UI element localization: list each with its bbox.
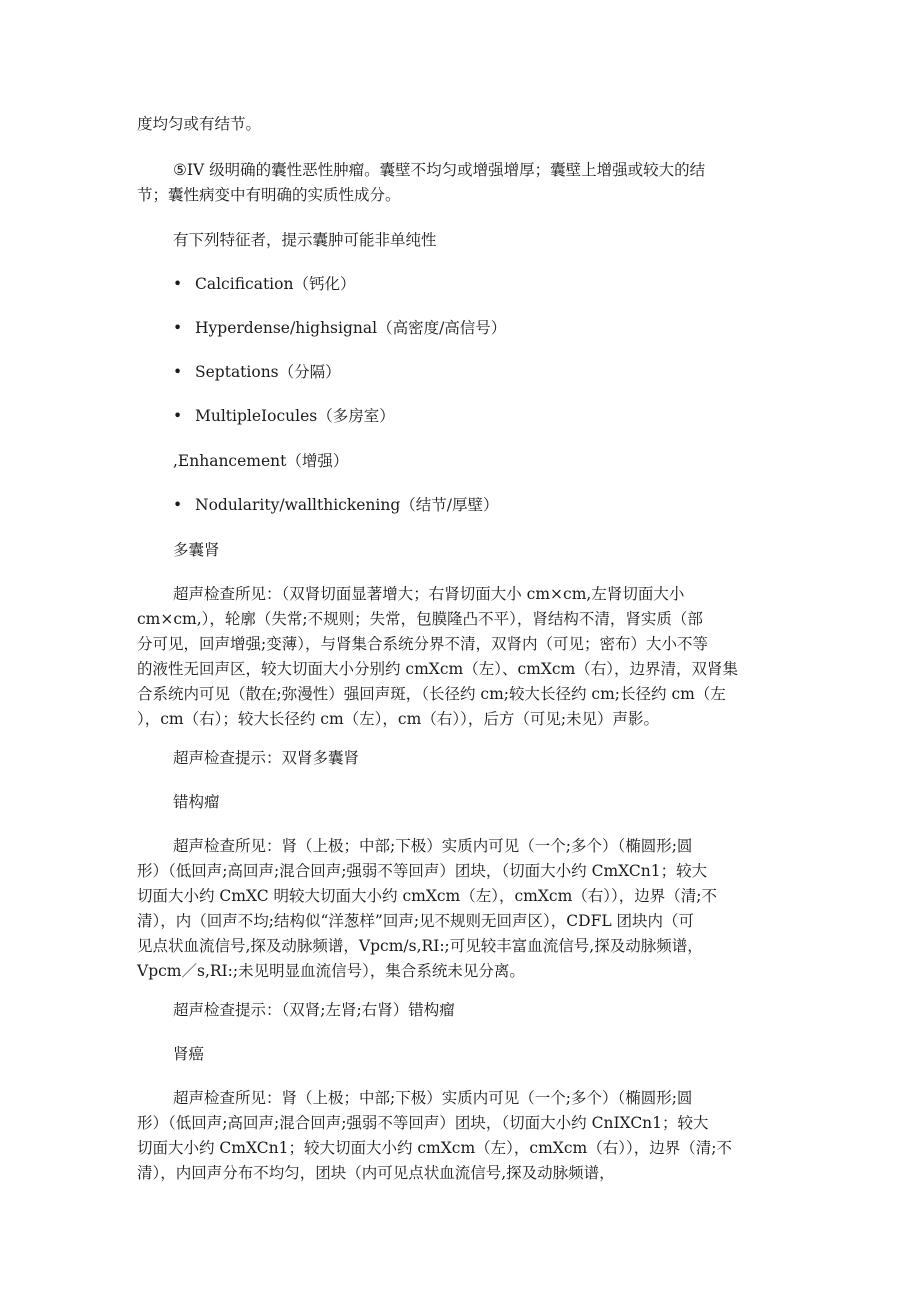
text-line: 超声检查所见：肾（上极；中部;下极）实质内可见（一个;多个）（椭圆形;圆: [173, 837, 693, 855]
bullet-icon: •: [173, 496, 183, 514]
bullet-icon: •: [173, 363, 183, 381]
paragraph-aml-findings: [137, 834, 777, 984]
pkd-conclusion: 超声检查提示：双肾多囊肾: [173, 749, 360, 767]
text-line: 形）（低回声;高回声;混合回声;强弱不等回声）团块，（切面大小约 CmXCn1；较大: [137, 862, 708, 880]
text-line: ⑤IV 级明确的囊性恶性肿瘤。囊壁不均匀或增强增厚；囊壁上增强或较大的结: [173, 161, 706, 179]
bullet-icon: •: [173, 319, 183, 337]
text-line: ），cm（右）；较大长径约 cm（左），cm（右）），后方（可见;未见）声影。: [137, 710, 660, 728]
text-line: 见点状血流信号,探及动脉频谱，Vpcm/s,RI:;可见较丰富血流信号,探及动脉频谱，: [137, 937, 703, 955]
text-line: 超声检查所见：（双肾切面显著增大；右肾切面大小 cm×cm,左肾切面大小: [173, 585, 685, 603]
text-line: 的液性无回声区，较大切面大小分别约 cmXcm（左）、cmXcm（右），边界清，双肾集: [137, 660, 739, 678]
bullet-text: Septations（分隔）: [195, 363, 341, 381]
bullet-item: [137, 272, 777, 297]
bullet-text: Nodularity/wallthickening（结节/厚壁）: [195, 496, 499, 514]
bullet-icon: •: [173, 407, 183, 425]
section-heading-pkd: 多囊肾: [173, 541, 220, 559]
text-line: 清），内回声分布不均匀，团块（内可见点状血流信号,探及动脉频谱，: [137, 1164, 615, 1182]
bullet-item: [137, 404, 777, 429]
bullet-text: ,Enhancement（增强）: [173, 452, 349, 470]
text-line: 切面大小约 CmXC 明较大切面大小约 cmXcm（左），cmXcm（右）），边界（清;不: [137, 887, 718, 905]
bullet-item: [137, 316, 777, 341]
paragraph-continuation: 度均匀或有结节。: [137, 115, 262, 133]
bullet-text: Calcification（钙化）: [195, 275, 356, 293]
text-line: 超声检查所见：肾（上极；中部;下极）实质内可见（一个;多个）（椭圆形;圆: [173, 1089, 693, 1107]
text-line: 节；囊性病变中有明确的实质性成分。: [137, 186, 401, 204]
paragraph-features-intro: 有下列特征者，提示囊肿可能非单纯性: [173, 231, 437, 249]
bullet-text: Hyperdense/highsignal（高密度/高信号）: [195, 319, 507, 337]
paragraph-pkd-findings: [137, 582, 777, 732]
bullet-icon: •: [173, 275, 183, 293]
text-line: 清），内（回声不均;结构似“洋葱样”回声;见不规则无回声区），CDFL 团块内（可: [137, 912, 695, 930]
bullet-item: [137, 360, 777, 385]
text-line: cm×cm,），轮廓（失常;不规则；失常，包膜隆凸不平），肾结构不清，肾实质（部: [137, 610, 703, 628]
text-line: Vpcm／s,RI:;未见明显血流信号），集合系统未见分离。: [137, 962, 525, 980]
bullet-text: MultipleIocules（多房室）: [195, 407, 395, 425]
section-heading-rcc: 肾癌: [173, 1045, 205, 1063]
aml-conclusion: 超声检查提示：（双肾;左肾;右肾）错构瘤: [173, 1001, 455, 1019]
text-line: 分可见，回声增强;变薄），与肾集合系统分界不清，双肾内（可见；密布）大小不等: [137, 635, 708, 653]
bullet-item: [137, 493, 777, 518]
text-line: 合系统内可见（散在;弥漫性）强回声斑，（长径约 cm;较大长径约 cm;长径约 cm（左: [137, 685, 726, 703]
paragraph-rcc-findings: [137, 1086, 777, 1186]
section-heading-aml: 错构瘤: [173, 793, 220, 811]
paragraph-grade-iv: [137, 158, 777, 208]
text-line: 形）（低回声;高回声;混合回声;强弱不等回声）团块，（切面大小约 CnIXCn1；较大: [137, 1114, 709, 1132]
bullet-item: [137, 449, 777, 474]
text-line: 切面大小约 CmXCn1；较大切面大小约 cmXcm（左），cmXcm（右）），边界（清;不: [137, 1139, 732, 1157]
